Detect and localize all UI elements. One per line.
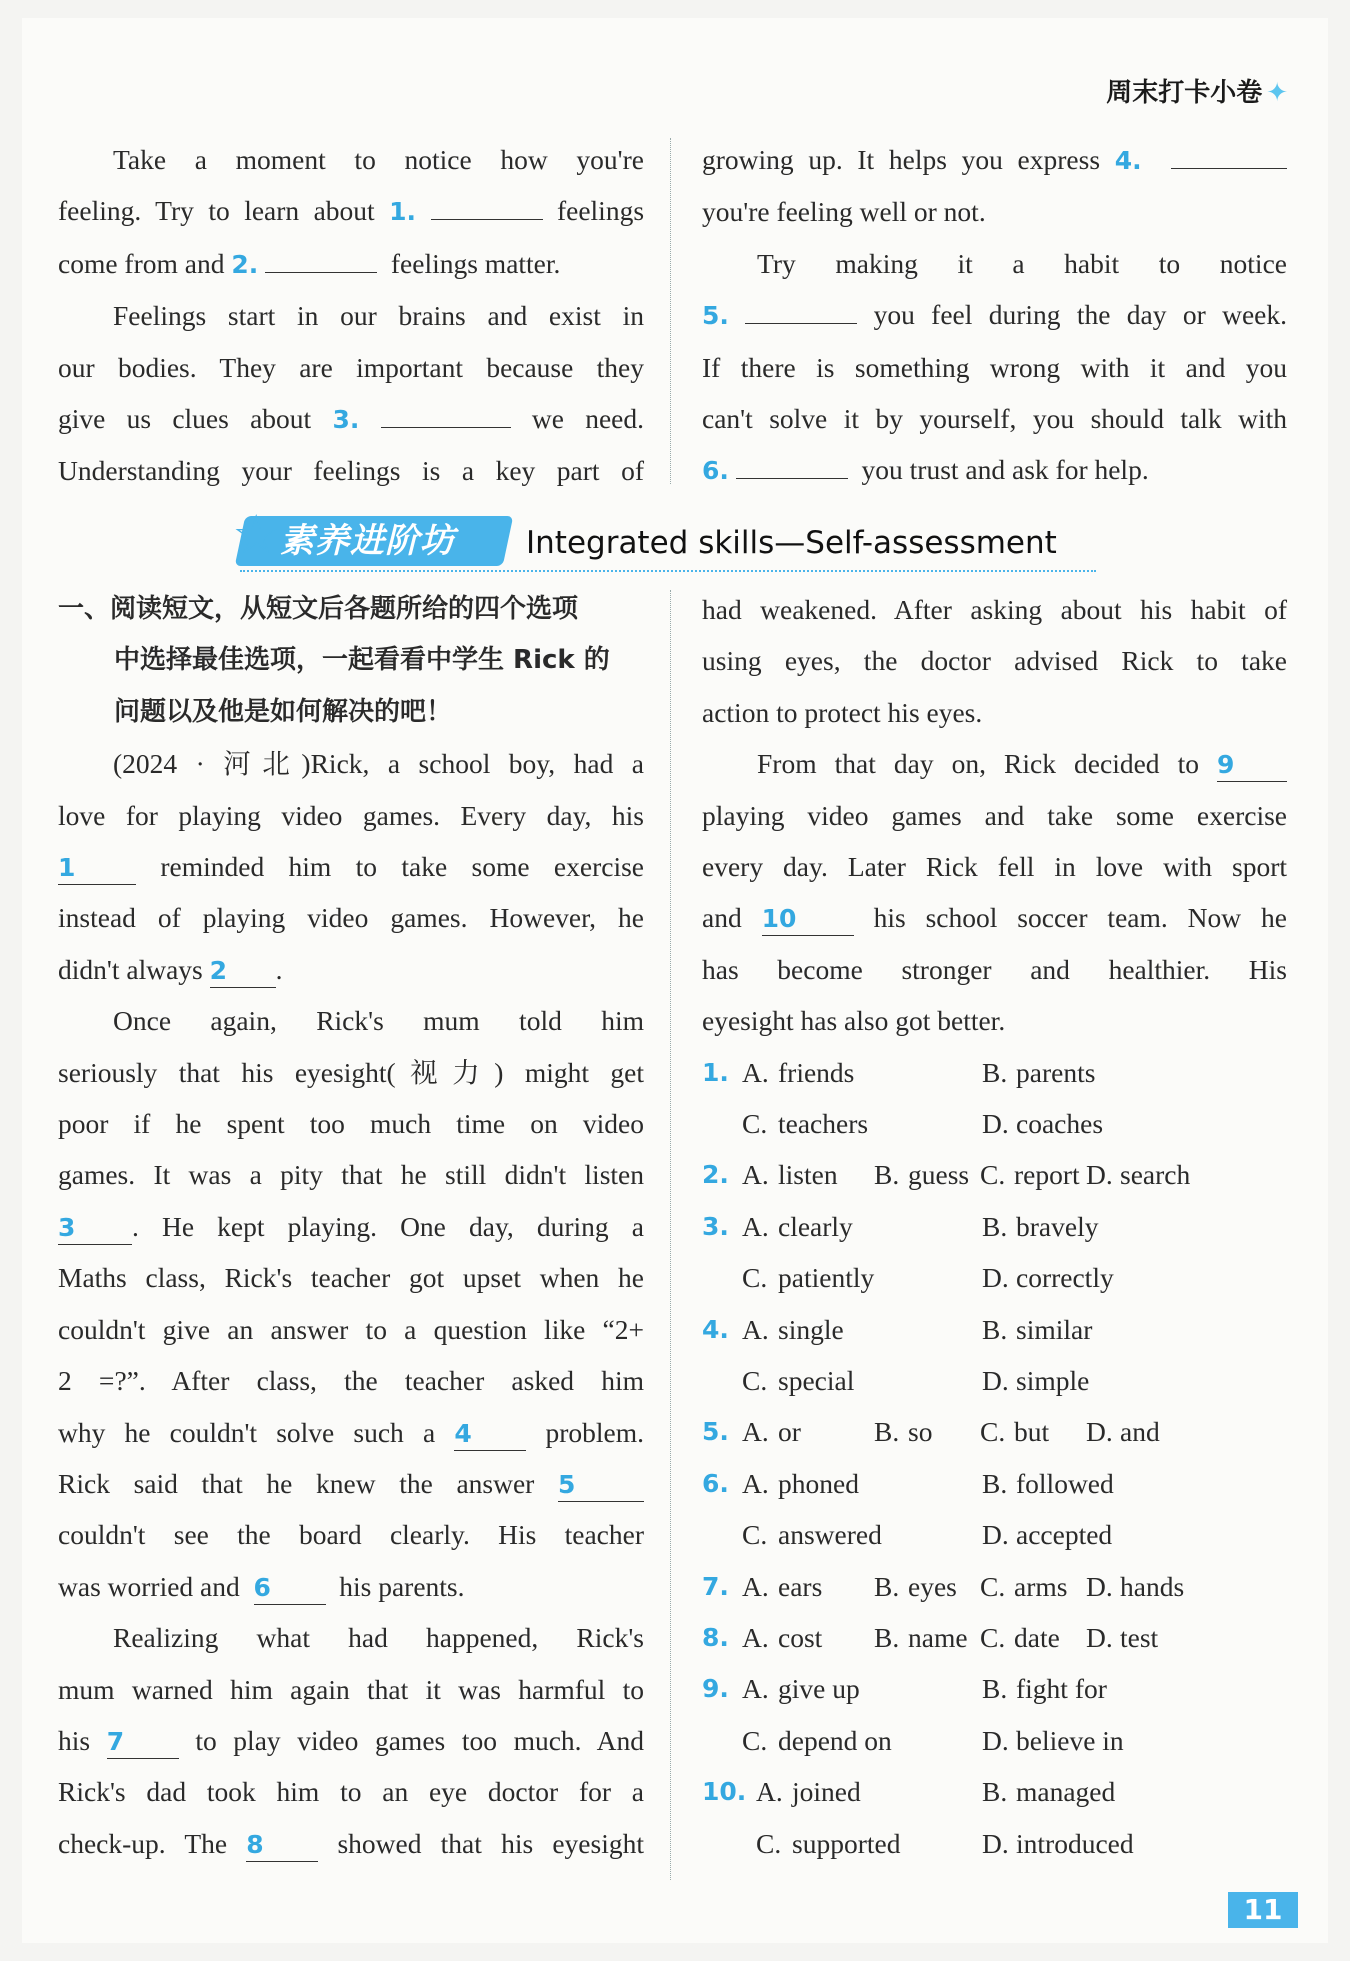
- option-text[interactable]: cost: [778, 1621, 823, 1653]
- text-line: mum warned him again that it was harmful to: [58, 1673, 644, 1705]
- text-line: Rick said that he knew the answer 5: [58, 1458, 644, 1509]
- option-text[interactable]: listen: [778, 1159, 838, 1191]
- answer-blank[interactable]: [736, 446, 848, 479]
- option-text[interactable]: give up: [778, 1673, 860, 1705]
- option-text[interactable]: C.: [980, 1570, 1006, 1602]
- banner-title: 素养进阶坊: [280, 521, 455, 561]
- option-text[interactable]: managed: [1016, 1776, 1116, 1808]
- text-line: eyesight has also got better.: [702, 1005, 1006, 1037]
- answer-blank[interactable]: 7: [107, 1726, 179, 1759]
- option-row: [702, 1252, 1287, 1303]
- option-text[interactable]: simple: [1016, 1364, 1090, 1396]
- option-text[interactable]: but: [1014, 1416, 1050, 1448]
- option-text[interactable]: A.: [742, 1159, 769, 1191]
- option-text[interactable]: C.: [980, 1416, 1006, 1448]
- star-icon: ☆: [232, 505, 281, 565]
- text-line: From that day on, Rick decided to 9: [702, 738, 1287, 789]
- option-text[interactable]: bravely: [1016, 1210, 1099, 1242]
- text-line: feeling. Try to learn about 1. feelings: [58, 185, 644, 237]
- option-text[interactable]: B.: [874, 1159, 900, 1191]
- option-text[interactable]: C.: [742, 1364, 768, 1396]
- option-text[interactable]: search: [1120, 1159, 1191, 1191]
- option-text[interactable]: friends: [778, 1056, 855, 1088]
- cloze-left: [58, 584, 644, 1869]
- text-line: Realizing what had happened, Rick's: [113, 1622, 644, 1654]
- question-number: 2.: [702, 1160, 729, 1190]
- option-row: [702, 1561, 1287, 1612]
- option-text[interactable]: D.: [1086, 1416, 1113, 1448]
- option-text[interactable]: A.: [742, 1210, 769, 1242]
- answer-blank[interactable]: [1171, 136, 1287, 169]
- question-number: 5.: [702, 1417, 729, 1447]
- option-text[interactable]: phoned: [778, 1467, 859, 1499]
- text-line: Rick's dad took him to an eye doctor for a: [58, 1776, 644, 1808]
- text-line: has become stronger and healthier. His: [702, 953, 1287, 985]
- option-text[interactable]: B.: [874, 1621, 900, 1653]
- option-text[interactable]: C.: [742, 1519, 768, 1551]
- text-line: can't solve it by yourself, you should talk with: [702, 403, 1287, 435]
- text-line: 3 . He kept playing. One day, during a: [58, 1201, 644, 1252]
- text-line: love for playing video games. Every day, his: [58, 799, 644, 831]
- answer-blank[interactable]: 6: [254, 1572, 326, 1605]
- option-text[interactable]: A.: [742, 1570, 769, 1602]
- text-line: using eyes, the doctor advised Rick to take: [702, 645, 1287, 677]
- option-row: [702, 1149, 1287, 1200]
- text-line: our bodies. They are important because they: [58, 351, 644, 383]
- answer-blank[interactable]: [745, 291, 857, 324]
- text-line: Once again, Rick's mum told him: [113, 1005, 644, 1037]
- text-line: and 10 his school soccer team. Now he: [702, 892, 1287, 943]
- text-line: 6. you trust and ask for help.: [702, 444, 1287, 496]
- option-row: [702, 1612, 1287, 1663]
- answer-blank[interactable]: [381, 395, 511, 428]
- option-text[interactable]: clearly: [778, 1210, 853, 1242]
- text-line: Maths class, Rick's teacher got upset when he: [58, 1262, 644, 1294]
- text-line: playing video games and take some exercise: [702, 799, 1287, 831]
- text-line: every day. Later Rick fell in love with sport: [702, 851, 1287, 883]
- passage1-left: [58, 134, 644, 497]
- column-divider: [670, 138, 671, 484]
- option-text[interactable]: teachers: [778, 1108, 869, 1140]
- option-text[interactable]: believe in: [1016, 1724, 1124, 1756]
- option-text[interactable]: eyes: [908, 1570, 957, 1602]
- text-line: games. It was a pity that he still didn't listen: [58, 1159, 644, 1191]
- option-text[interactable]: followed: [1016, 1467, 1114, 1499]
- option-text[interactable]: C.: [742, 1724, 768, 1756]
- option-text[interactable]: special: [778, 1364, 855, 1396]
- text-line: 1 reminded him to take some exercise: [58, 841, 644, 892]
- option-row: [702, 1766, 1287, 1817]
- option-text[interactable]: answered: [778, 1519, 882, 1551]
- column-divider: [670, 590, 671, 1880]
- option-row: [702, 1818, 1287, 1869]
- text-line: (2024 · 河北)Rick, a school boy, had a: [113, 748, 644, 780]
- option-text[interactable]: coaches: [1016, 1108, 1104, 1140]
- option-text[interactable]: D.: [982, 1262, 1009, 1294]
- option-text[interactable]: C.: [756, 1827, 782, 1859]
- passage1-right: [702, 134, 1287, 497]
- option-text[interactable]: parents: [1016, 1056, 1096, 1088]
- answer-blank[interactable]: [265, 240, 377, 273]
- option-text[interactable]: patiently: [778, 1262, 875, 1294]
- option-text[interactable]: single: [778, 1313, 844, 1345]
- text-line: poor if he spent too much time on video: [58, 1108, 644, 1140]
- option-text[interactable]: so: [908, 1416, 933, 1448]
- text-line: why he couldn't solve such a 4 problem.: [58, 1407, 644, 1458]
- option-text[interactable]: similar: [1016, 1313, 1093, 1345]
- text-line: Take a moment to notice how you're: [113, 144, 644, 175]
- question-number: 8.: [702, 1622, 729, 1652]
- option-text[interactable]: A.: [742, 1621, 769, 1653]
- option-text[interactable]: date: [1014, 1621, 1060, 1653]
- text-line: 5. you feel during the day or week.: [702, 289, 1287, 341]
- option-text[interactable]: introduced: [1016, 1827, 1134, 1859]
- question-number: 1.: [702, 1057, 729, 1087]
- text-line: Try making it a habit to notice: [757, 247, 1287, 279]
- question-number: 9.: [702, 1674, 729, 1704]
- option-text[interactable]: B.: [982, 1056, 1008, 1088]
- options-list: [702, 1047, 1287, 1869]
- option-text[interactable]: accepted: [1016, 1519, 1113, 1551]
- option-text[interactable]: fight for: [1016, 1673, 1107, 1705]
- text-line: give us clues about 3. we need.: [58, 393, 644, 445]
- option-text[interactable]: D.: [982, 1519, 1009, 1551]
- option-row: [702, 1663, 1287, 1714]
- option-row: [702, 1458, 1287, 1509]
- option-text[interactable]: D.: [1086, 1570, 1113, 1602]
- banner-underline: [240, 570, 1096, 572]
- option-row: [702, 1304, 1287, 1355]
- option-text[interactable]: name: [908, 1621, 968, 1653]
- text-line: If there is something wrong with it and you: [702, 351, 1287, 383]
- option-text[interactable]: report: [1014, 1159, 1080, 1191]
- option-text[interactable]: D.: [982, 1364, 1009, 1396]
- option-text[interactable]: D.: [982, 1724, 1009, 1756]
- text-line: couldn't see the board clearly. His teacher: [58, 1519, 644, 1551]
- text-line: couldn't give an answer to a question like “2+: [58, 1313, 644, 1345]
- option-text[interactable]: A.: [742, 1313, 769, 1345]
- answer-blank[interactable]: 5: [558, 1469, 644, 1502]
- answer-blank[interactable]: 3: [58, 1212, 132, 1245]
- option-text[interactable]: guess: [908, 1159, 970, 1191]
- text-line: seriously that his eyesight(视力) might get: [58, 1056, 644, 1088]
- text-line: didn't always 2 .: [58, 944, 644, 995]
- option-row: [702, 1098, 1287, 1149]
- text-line: come from and 2. feelings matter.: [58, 238, 644, 290]
- text-line: you're feeling well or not.: [702, 196, 986, 228]
- option-text[interactable]: C.: [742, 1108, 768, 1140]
- option-text[interactable]: C.: [742, 1262, 768, 1294]
- option-row: [702, 1355, 1287, 1406]
- answer-blank[interactable]: 2: [210, 955, 276, 988]
- option-text[interactable]: supported: [792, 1827, 901, 1859]
- answer-blank[interactable]: [431, 187, 543, 220]
- option-text[interactable]: depend on: [778, 1724, 892, 1756]
- option-text[interactable]: test: [1120, 1621, 1159, 1653]
- answer-blank[interactable]: 4: [454, 1418, 526, 1451]
- answer-blank[interactable]: 8: [246, 1829, 318, 1862]
- answer-blank[interactable]: 10: [762, 903, 854, 936]
- text-line: his 7 to play video games too much. And: [58, 1715, 644, 1766]
- text-line: Feelings start in our brains and exist in: [113, 300, 644, 332]
- sparkle-icon: ✦: [1266, 78, 1288, 108]
- option-text[interactable]: A.: [742, 1416, 769, 1448]
- option-text[interactable]: B.: [982, 1313, 1008, 1345]
- cloze-right: [702, 584, 1287, 1869]
- option-row: [702, 1047, 1287, 1098]
- option-text[interactable]: B.: [982, 1776, 1008, 1808]
- option-text[interactable]: D.: [982, 1827, 1009, 1859]
- option-text[interactable]: arms: [1014, 1570, 1068, 1602]
- option-text[interactable]: B.: [982, 1673, 1008, 1705]
- question-number: 10.: [702, 1777, 747, 1807]
- option-text[interactable]: B.: [982, 1210, 1008, 1242]
- instruction: 一、阅读短文，从短文后各题所给的四个选项 中选择最佳选项，一起看看中学生 Rick 的 问题以及他是如何解决的吧！: [58, 594, 610, 727]
- option-row: [702, 1201, 1287, 1252]
- option-row: [702, 1715, 1287, 1766]
- option-text[interactable]: joined: [792, 1776, 861, 1808]
- option-text[interactable]: C.: [980, 1159, 1006, 1191]
- banner-subtitle: Integrated skills—Self-assessment: [526, 525, 1057, 561]
- option-text[interactable]: A.: [742, 1467, 769, 1499]
- option-text[interactable]: correctly: [1016, 1262, 1114, 1294]
- option-text[interactable]: D.: [1086, 1621, 1113, 1653]
- option-text[interactable]: A.: [742, 1056, 769, 1088]
- question-number: 4.: [702, 1314, 729, 1344]
- option-text[interactable]: A.: [756, 1776, 783, 1808]
- text-line: check-up. The 8 showed that his eyesight: [58, 1818, 644, 1869]
- header-label: 周末打卡小卷 ✦: [1106, 78, 1288, 108]
- option-text[interactable]: B.: [874, 1570, 900, 1602]
- answer-blank[interactable]: 9: [1217, 749, 1287, 782]
- section-banner: [232, 505, 1100, 572]
- option-text[interactable]: or: [778, 1416, 801, 1448]
- option-row: [702, 1509, 1287, 1560]
- text-line: growing up. It helps you express 4.: [702, 134, 1287, 186]
- answer-blank[interactable]: 1: [58, 852, 136, 885]
- page-number: 11: [1228, 1892, 1298, 1928]
- option-text[interactable]: B.: [874, 1416, 900, 1448]
- text-line: had weakened. After asking about his habit of: [702, 594, 1287, 625]
- option-text[interactable]: D.: [982, 1108, 1009, 1140]
- text-line: 2 =?”. After class, the teacher asked him: [58, 1365, 644, 1397]
- option-text[interactable]: D.: [1086, 1159, 1113, 1191]
- question-number: 7.: [702, 1571, 729, 1601]
- question-number: 6.: [702, 1468, 729, 1498]
- option-text[interactable]: B.: [982, 1467, 1008, 1499]
- text-line: action to protect his eyes.: [702, 696, 983, 728]
- option-row: [702, 1406, 1287, 1457]
- option-text[interactable]: hands: [1120, 1570, 1185, 1602]
- question-number: 3.: [702, 1211, 729, 1241]
- option-text[interactable]: ears: [778, 1570, 823, 1602]
- text-line: was worried and 6 his parents.: [58, 1561, 644, 1612]
- option-text[interactable]: and: [1120, 1416, 1160, 1448]
- text-line: instead of playing video games. However, he: [58, 902, 644, 934]
- text-line: Understanding your feelings is a key part of: [58, 455, 644, 487]
- option-text[interactable]: C.: [980, 1621, 1006, 1653]
- option-text[interactable]: A.: [742, 1673, 769, 1705]
